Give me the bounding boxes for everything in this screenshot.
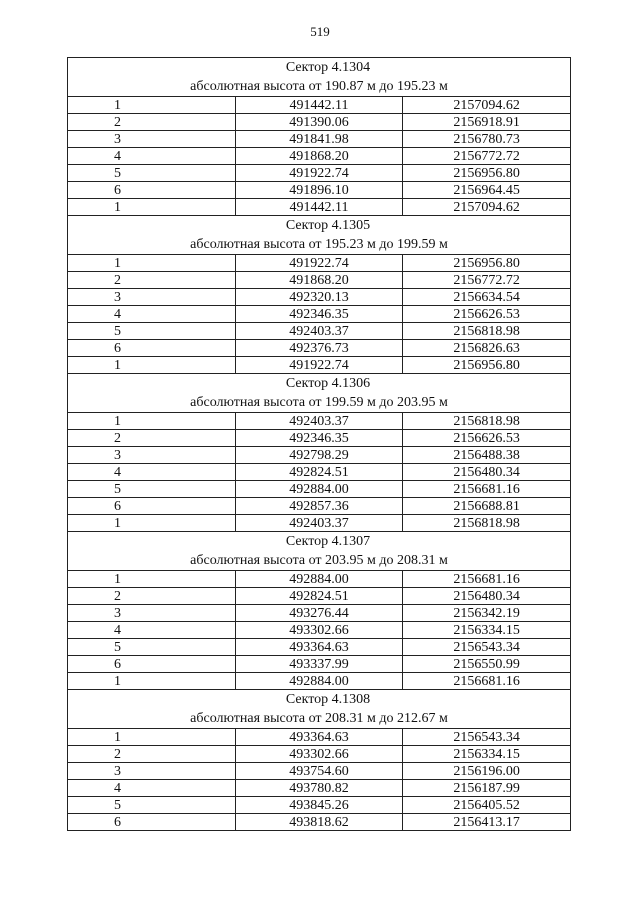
y-coordinate-cell: 2156543.34 xyxy=(403,639,571,656)
point-number-cell: 4 xyxy=(68,306,236,323)
x-coordinate-cell: 492346.35 xyxy=(235,430,403,447)
x-coordinate-cell: 492403.37 xyxy=(235,515,403,532)
sector-height-range: абсолютная высота от 208.31 м до 212.67 м xyxy=(190,711,448,726)
x-coordinate-cell: 493302.66 xyxy=(235,622,403,639)
table-row xyxy=(68,814,571,831)
table-row xyxy=(68,131,571,148)
y-coordinate-cell: 2156956.80 xyxy=(403,255,571,272)
sector-height-range: абсолютная высота от 203.95 м до 208.31 м xyxy=(190,553,448,568)
table-row xyxy=(68,622,571,639)
y-coordinate-cell: 2156681.16 xyxy=(403,673,571,690)
coordinates-table-body xyxy=(68,58,571,831)
y-coordinate-cell: 2156413.17 xyxy=(403,814,571,831)
coordinates-table xyxy=(67,57,571,831)
y-coordinate-cell: 2156550.99 xyxy=(403,656,571,673)
y-coordinate-cell: 2156956.80 xyxy=(403,357,571,374)
point-number-cell: 3 xyxy=(68,763,236,780)
x-coordinate-cell: 491841.98 xyxy=(235,131,403,148)
point-number-cell: 6 xyxy=(68,182,236,199)
x-coordinate-cell: 493364.63 xyxy=(235,639,403,656)
x-coordinate-cell: 492824.51 xyxy=(235,588,403,605)
table-row xyxy=(68,588,571,605)
table-row xyxy=(68,498,571,515)
point-number-cell: 2 xyxy=(68,588,236,605)
y-coordinate-cell: 2156187.99 xyxy=(403,780,571,797)
point-number-cell: 4 xyxy=(68,622,236,639)
y-coordinate-cell: 2156681.16 xyxy=(403,571,571,588)
point-number-cell: 5 xyxy=(68,323,236,340)
table-row xyxy=(68,464,571,481)
x-coordinate-cell: 492884.00 xyxy=(235,481,403,498)
point-number-cell: 5 xyxy=(68,797,236,814)
table-row xyxy=(68,255,571,272)
point-number-cell: 3 xyxy=(68,131,236,148)
table-row xyxy=(68,357,571,374)
point-number-cell: 1 xyxy=(68,729,236,746)
sector-height-range: абсолютная высота от 195.23 м до 199.59 м xyxy=(190,237,448,252)
point-number-cell: 5 xyxy=(68,481,236,498)
x-coordinate-cell: 493818.62 xyxy=(235,814,403,831)
table-row xyxy=(68,289,571,306)
point-number-cell: 4 xyxy=(68,148,236,165)
point-number-cell: 6 xyxy=(68,498,236,515)
x-coordinate-cell: 492403.37 xyxy=(235,413,403,430)
y-coordinate-cell: 2156681.16 xyxy=(403,481,571,498)
y-coordinate-cell: 2156780.73 xyxy=(403,131,571,148)
sector-header-row xyxy=(68,216,571,255)
sector-header-cell xyxy=(68,374,571,413)
y-coordinate-cell: 2157094.62 xyxy=(403,199,571,216)
sector-header-row xyxy=(68,374,571,413)
y-coordinate-cell: 2156818.98 xyxy=(403,323,571,340)
y-coordinate-cell: 2156405.52 xyxy=(403,797,571,814)
x-coordinate-cell: 492346.35 xyxy=(235,306,403,323)
table-row xyxy=(68,605,571,622)
sector-title: Сектор 4.1307 xyxy=(285,534,371,549)
x-coordinate-cell: 493754.60 xyxy=(235,763,403,780)
x-coordinate-cell: 491896.10 xyxy=(235,182,403,199)
page-number: 519 xyxy=(310,24,330,39)
table-row xyxy=(68,340,571,357)
sector-title: Сектор 4.1308 xyxy=(285,692,371,707)
sector-title: Сектор 4.1305 xyxy=(285,218,371,233)
table-row xyxy=(68,165,571,182)
table-row xyxy=(68,114,571,131)
y-coordinate-cell: 2156964.45 xyxy=(403,182,571,199)
x-coordinate-cell: 491442.11 xyxy=(235,97,403,114)
y-coordinate-cell: 2156543.34 xyxy=(403,729,571,746)
sector-header-cell xyxy=(68,216,571,255)
y-coordinate-cell: 2156334.15 xyxy=(403,746,571,763)
point-number-cell: 5 xyxy=(68,639,236,656)
point-number-cell: 4 xyxy=(68,464,236,481)
x-coordinate-cell: 493337.99 xyxy=(235,656,403,673)
table-row xyxy=(68,656,571,673)
y-coordinate-cell: 2156634.54 xyxy=(403,289,571,306)
table-row xyxy=(68,413,571,430)
y-coordinate-cell: 2156342.19 xyxy=(403,605,571,622)
y-coordinate-cell: 2156688.81 xyxy=(403,498,571,515)
point-number-cell: 1 xyxy=(68,571,236,588)
x-coordinate-cell: 491390.06 xyxy=(235,114,403,131)
table-row xyxy=(68,306,571,323)
table-row xyxy=(68,639,571,656)
point-number-cell: 2 xyxy=(68,746,236,763)
point-number-cell: 2 xyxy=(68,272,236,289)
table-row xyxy=(68,571,571,588)
table-row xyxy=(68,199,571,216)
x-coordinate-cell: 492884.00 xyxy=(235,571,403,588)
sector-header-row xyxy=(68,532,571,571)
point-number-cell: 6 xyxy=(68,656,236,673)
sector-header-cell xyxy=(68,690,571,729)
y-coordinate-cell: 2156826.63 xyxy=(403,340,571,357)
point-number-cell: 1 xyxy=(68,357,236,374)
y-coordinate-cell: 2156626.53 xyxy=(403,430,571,447)
y-coordinate-cell: 2156480.34 xyxy=(403,588,571,605)
y-coordinate-cell: 2156772.72 xyxy=(403,272,571,289)
x-coordinate-cell: 492857.36 xyxy=(235,498,403,515)
point-number-cell: 1 xyxy=(68,199,236,216)
table-row xyxy=(68,272,571,289)
point-number-cell: 6 xyxy=(68,814,236,831)
table-row xyxy=(68,729,571,746)
point-number-cell: 5 xyxy=(68,165,236,182)
x-coordinate-cell: 492376.73 xyxy=(235,340,403,357)
y-coordinate-cell: 2156626.53 xyxy=(403,306,571,323)
sector-height-range: абсолютная высота от 190.87 м до 195.23 м xyxy=(190,79,448,94)
y-coordinate-cell: 2156334.15 xyxy=(403,622,571,639)
x-coordinate-cell: 492798.29 xyxy=(235,447,403,464)
x-coordinate-cell: 493364.63 xyxy=(235,729,403,746)
x-coordinate-cell: 491922.74 xyxy=(235,165,403,182)
x-coordinate-cell: 492884.00 xyxy=(235,673,403,690)
table-row xyxy=(68,182,571,199)
sector-header-row xyxy=(68,58,571,97)
point-number-cell: 2 xyxy=(68,114,236,131)
y-coordinate-cell: 2156818.98 xyxy=(403,413,571,430)
sector-header-row xyxy=(68,690,571,729)
table-row xyxy=(68,780,571,797)
sector-header-cell xyxy=(68,58,571,97)
point-number-cell: 4 xyxy=(68,780,236,797)
x-coordinate-cell: 491922.74 xyxy=(235,357,403,374)
x-coordinate-cell: 493276.44 xyxy=(235,605,403,622)
y-coordinate-cell: 2156918.91 xyxy=(403,114,571,131)
x-coordinate-cell: 491922.74 xyxy=(235,255,403,272)
point-number-cell: 6 xyxy=(68,340,236,357)
y-coordinate-cell: 2156956.80 xyxy=(403,165,571,182)
point-number-cell: 1 xyxy=(68,673,236,690)
x-coordinate-cell: 492403.37 xyxy=(235,323,403,340)
x-coordinate-cell: 493302.66 xyxy=(235,746,403,763)
table-row xyxy=(68,481,571,498)
x-coordinate-cell: 491868.20 xyxy=(235,272,403,289)
y-coordinate-cell: 2156818.98 xyxy=(403,515,571,532)
y-coordinate-cell: 2157094.62 xyxy=(403,97,571,114)
x-coordinate-cell: 491442.11 xyxy=(235,199,403,216)
sector-title: Сектор 4.1304 xyxy=(285,60,371,75)
table-row xyxy=(68,148,571,165)
table-row xyxy=(68,763,571,780)
y-coordinate-cell: 2156480.34 xyxy=(403,464,571,481)
x-coordinate-cell: 492320.13 xyxy=(235,289,403,306)
point-number-cell: 3 xyxy=(68,447,236,464)
table-row xyxy=(68,673,571,690)
point-number-cell: 1 xyxy=(68,255,236,272)
sector-title: Сектор 4.1306 xyxy=(285,376,371,391)
x-coordinate-cell: 493845.26 xyxy=(235,797,403,814)
point-number-cell: 1 xyxy=(68,413,236,430)
table-row xyxy=(68,797,571,814)
point-number-cell: 1 xyxy=(68,97,236,114)
sector-header-cell xyxy=(68,532,571,571)
x-coordinate-cell: 493780.82 xyxy=(235,780,403,797)
point-number-cell: 3 xyxy=(68,605,236,622)
table-row xyxy=(68,97,571,114)
table-row xyxy=(68,430,571,447)
table-row xyxy=(68,515,571,532)
point-number-cell: 2 xyxy=(68,430,236,447)
y-coordinate-cell: 2156196.00 xyxy=(403,763,571,780)
x-coordinate-cell: 491868.20 xyxy=(235,148,403,165)
point-number-cell: 1 xyxy=(68,515,236,532)
table-row xyxy=(68,323,571,340)
y-coordinate-cell: 2156488.38 xyxy=(403,447,571,464)
x-coordinate-cell: 492824.51 xyxy=(235,464,403,481)
table-row xyxy=(68,447,571,464)
table-row xyxy=(68,746,571,763)
point-number-cell: 3 xyxy=(68,289,236,306)
y-coordinate-cell: 2156772.72 xyxy=(403,148,571,165)
sector-height-range: абсолютная высота от 199.59 м до 203.95 м xyxy=(190,395,448,410)
